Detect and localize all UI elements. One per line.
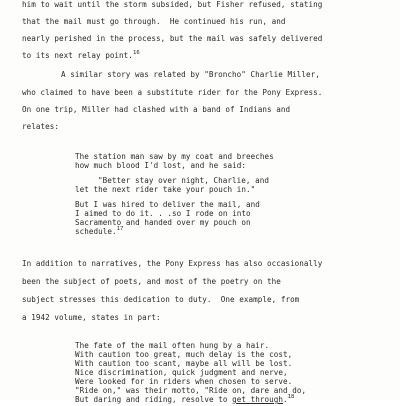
poem-line: Nice discrimination, quick judgment and nerve, <box>75 368 288 377</box>
paragraph-line: subject stresses this dedication to duty. One example, from <box>22 295 300 304</box>
poem-line: Were looked for in riders when chosen to serve. <box>75 377 293 386</box>
underlined-phrase: get through <box>232 395 283 404</box>
poem-text: But daring and riding, resolve to <box>75 395 233 404</box>
poem-line: With caution too scant, maybe all will be lost. <box>75 359 293 368</box>
quote-line: how much blood I'd lost, and he said: <box>75 161 247 170</box>
paragraph-line: him to wait until the storm subsided, but Fisher refused, stating <box>22 0 323 9</box>
paragraph-line: that the mail must go through. He continued his run, and <box>22 17 286 26</box>
poem-line: With caution too great, much delay is the cost, <box>75 350 293 359</box>
paragraph-line-with-footnote <box>22 51 140 62</box>
paragraph-line: a 1942 volume, states in part: <box>22 313 161 322</box>
footnote-marker: 18 <box>287 394 295 400</box>
poem-line-with-footnote <box>75 395 294 406</box>
paragraph-line: nearly perished in the process, but the mail was safely delivered <box>22 34 323 43</box>
quote-line: let the next rider take your pouch in." <box>75 185 256 194</box>
footnote-marker: 16 <box>132 50 140 56</box>
quote-line: "Better stay over night, Charlie, and <box>98 176 270 185</box>
quote-line: I aimed to do it. . .so I rode on into <box>75 209 251 218</box>
paragraph-line: relates: <box>22 122 59 131</box>
quote-line: Sacramento and handed over my pouch on <box>75 218 251 227</box>
quote-line: But I was hired to deliver the mail, and <box>75 200 260 209</box>
paragraph-line: On one trip, Miller had clashed with a band of Indians and <box>22 105 291 114</box>
poem-line: "Ride on," was their motto, "Ride on, dare and do, <box>75 386 307 395</box>
paragraph-line: who claimed to have been a substitute rider for the Pony Express. <box>22 88 323 97</box>
paragraph-line: In addition to narratives, the Pony Express has also occasionally <box>22 259 323 268</box>
quote-text: schedule. <box>75 227 117 236</box>
poem-text-end: . <box>283 395 288 404</box>
paragraph-line: been the subject of poets, and most of the poetry on the <box>22 277 281 286</box>
paragraph-line: A similar story was related by "Broncho" Charlie Miller, <box>61 70 320 79</box>
quote-line-with-footnote <box>75 227 123 238</box>
footnote-marker: 17 <box>116 226 124 232</box>
poem-line: The fate of the mail often hung by a hair. <box>75 341 270 350</box>
quote-line: The station man saw by my coat and breeches <box>75 152 274 161</box>
paragraph-text: to its next relay point. <box>22 51 133 60</box>
